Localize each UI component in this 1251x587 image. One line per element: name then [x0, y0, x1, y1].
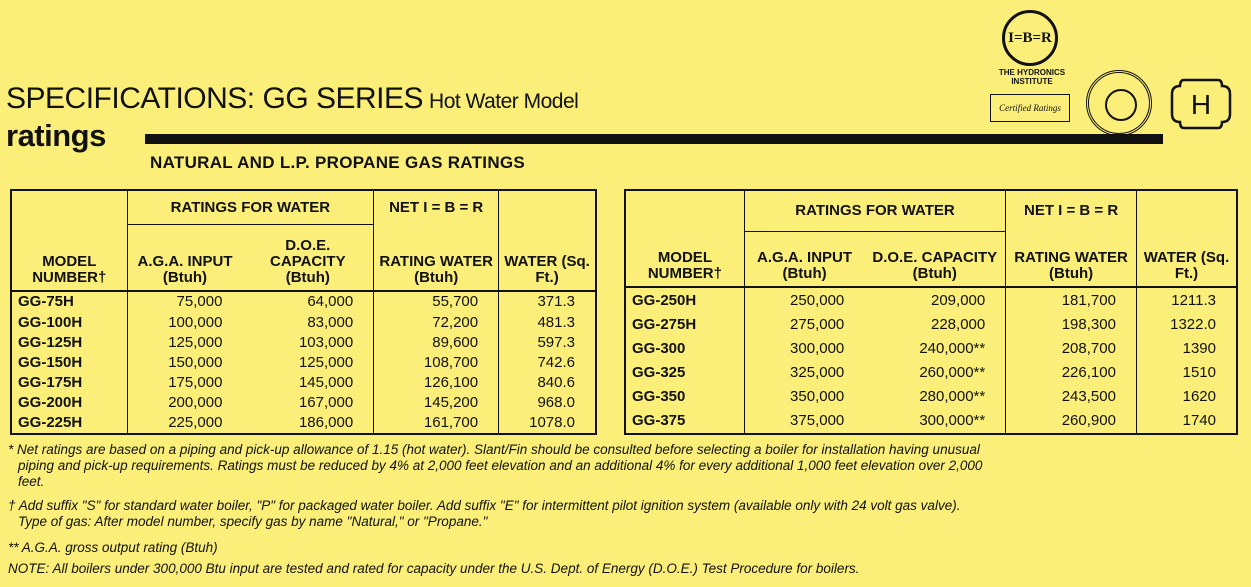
- rating-water-cell: 208,700: [1006, 337, 1137, 361]
- aga-input-cell: 275,000: [744, 313, 864, 337]
- model-cell: GG-275H: [632, 316, 697, 334]
- doe-capacity-cell: 240,000**: [919, 340, 986, 358]
- rating-water-cell: 72,200: [374, 312, 499, 332]
- rating-water-header: RATING WATER (Btuh): [374, 225, 499, 291]
- model-cell: GG-200H: [18, 394, 83, 412]
- model-cell: GG-175H: [18, 373, 83, 391]
- water-sqft-cell: 1620: [1136, 385, 1237, 409]
- note-line: Type of gas: After model number, specify gas by name "Natural," or "Propane.": [18, 514, 488, 529]
- doe-capacity-cell: 209,000: [931, 292, 986, 309]
- note-line: piping and pick-up requirements. Ratings must be reduced by 4% at 2,000 feet elevation and an additional 4% for every additional 1,000 feet elevation over 2,000: [18, 458, 983, 473]
- table-row: [11, 372, 596, 392]
- doe-capacity-cell: 228,000: [931, 316, 986, 334]
- page-title: [6, 82, 578, 116]
- doe-capacity-cell: 103,000: [298, 333, 354, 351]
- h-mark-logo: [1170, 76, 1232, 132]
- title-text: SPECIFICATIONS: GG SERIES: [6, 82, 424, 115]
- doe-capacity-cell: 167,000: [298, 394, 354, 412]
- water-sqft-cell: 1390: [1136, 337, 1237, 361]
- model-cell: GG-325: [632, 364, 686, 382]
- suffix-note: [8, 498, 960, 530]
- certified-ratings-badge: Certified Ratings: [990, 94, 1070, 122]
- doe-capacity-cell: 64,000: [307, 293, 354, 311]
- heading-rule: [145, 134, 1163, 144]
- rating-water-cell: 243,500: [1006, 385, 1137, 409]
- doe-capacity-header: D.O.E. CAPACITY (Btuh): [864, 232, 1005, 288]
- model-cell: GG-75H: [18, 293, 74, 311]
- net-ibr-header: NET I = B = R: [374, 190, 499, 225]
- model-cell: GG-375: [632, 412, 686, 430]
- aga-input-cell: 225,000: [127, 413, 242, 434]
- rating-water-header: RATING WATER (Btuh): [1006, 232, 1137, 288]
- table-row: [625, 287, 1237, 312]
- water-sqft-cell: 742.6: [499, 352, 596, 372]
- model-cell: GG-150H: [18, 353, 83, 371]
- ratings-table-left: [10, 189, 597, 435]
- table-row: [625, 385, 1237, 409]
- h-mark-text: H: [1190, 89, 1212, 120]
- aga-note: ** A.G.A. gross output rating (Btuh): [8, 540, 218, 555]
- aga-input-cell: 300,000: [744, 337, 864, 361]
- aga-input-header: A.G.A. INPUT (Btuh): [744, 232, 864, 288]
- rating-water-cell: 108,700: [374, 352, 499, 372]
- note-line: † Add suffix "S" for standard water boiler, "P" for packaged water boiler. Add suffix "E" for intermittent pilot ignition system (available only with 24 volt gas valve).: [8, 498, 961, 513]
- aga-input-cell: 325,000: [744, 361, 864, 385]
- water-sqft-header: WATER (Sq. Ft.): [1136, 232, 1237, 288]
- water-sqft-header: WATER (Sq. Ft.): [499, 225, 596, 291]
- subtitle-text: Hot Water Model: [429, 90, 579, 113]
- hydronics-institute-label: THE HYDRONICS INSTITUTE: [998, 68, 1066, 86]
- aga-input-cell: 200,000: [127, 392, 242, 412]
- table-row: [11, 312, 596, 332]
- water-sqft-cell: 597.3: [499, 332, 596, 352]
- doe-capacity-header: D.O.E. CAPACITY (Btuh): [242, 225, 373, 291]
- doe-capacity-cell: 83,000: [307, 313, 354, 331]
- table-row: [625, 409, 1237, 434]
- note-line: * Net ratings are based on a piping and pick-up allowance of 1.15 (hot water). Slant/Fin should be consulted before selecting a boiler for installation having unusual: [8, 442, 980, 457]
- ratings-for-water-header: RATINGS FOR WATER: [127, 190, 374, 225]
- doe-capacity-cell: 145,000: [298, 373, 354, 391]
- model-number-header: MODEL NUMBER†: [11, 225, 127, 291]
- table-row: [625, 313, 1237, 337]
- model-cell: GG-250H: [632, 292, 697, 309]
- table-row: [11, 413, 596, 434]
- section-heading: ratings: [6, 118, 106, 153]
- model-number-header: MODEL NUMBER†: [625, 232, 744, 288]
- water-sqft-cell: 481.3: [499, 312, 596, 332]
- aga-input-cell: 100,000: [127, 312, 242, 332]
- rating-water-cell: 161,700: [374, 413, 499, 434]
- table-row: [625, 337, 1237, 361]
- aga-input-cell: 250,000: [744, 287, 864, 312]
- doe-capacity-cell: 260,000**: [919, 364, 986, 382]
- aga-input-cell: 375,000: [744, 409, 864, 434]
- rating-water-cell: 198,300: [1006, 313, 1137, 337]
- table-row: [11, 352, 596, 372]
- aga-seal-logo: [1086, 70, 1152, 136]
- doe-note: NOTE: All boilers under 300,000 Btu input are tested and rated for capacity under the U.S. Dept. of Energy (D.O.E.) Test Procedure for boilers.: [8, 561, 860, 576]
- aga-input-cell: 175,000: [127, 372, 242, 392]
- doe-capacity-cell: 300,000**: [919, 412, 986, 430]
- table-row: [11, 291, 596, 312]
- table-row: [625, 361, 1237, 385]
- water-sqft-cell: 840.6: [499, 372, 596, 392]
- aga-input-cell: 125,000: [127, 332, 242, 352]
- rating-water-cell: 126,100: [374, 372, 499, 392]
- model-cell: GG-100H: [18, 313, 83, 331]
- water-sqft-cell: 371.3: [499, 291, 596, 312]
- water-sqft-cell: 1322.0: [1136, 313, 1237, 337]
- rating-water-cell: 89,600: [374, 332, 499, 352]
- aga-input-cell: 350,000: [744, 385, 864, 409]
- water-sqft-cell: 1211.3: [1136, 287, 1237, 312]
- rating-water-cell: 181,700: [1006, 287, 1137, 312]
- water-sqft-cell: 1078.0: [499, 413, 596, 434]
- table-subheading: NATURAL AND L.P. PROPANE GAS RATINGS: [150, 153, 526, 172]
- ibr-logo-text: I=B=R: [1008, 29, 1052, 46]
- net-ibr-header: NET I = B = R: [1006, 190, 1137, 232]
- water-sqft-cell: 1510: [1136, 361, 1237, 385]
- ratings-for-water-header: RATINGS FOR WATER: [744, 190, 1005, 232]
- net-ratings-note: [8, 442, 982, 490]
- water-sqft-cell: 1740: [1136, 409, 1237, 434]
- model-cell: GG-125H: [18, 333, 83, 351]
- rating-water-cell: 145,200: [374, 392, 499, 412]
- rating-water-cell: 55,700: [374, 291, 499, 312]
- model-cell: GG-225H: [18, 414, 83, 432]
- model-cell: GG-350: [632, 388, 686, 406]
- doe-capacity-cell: 186,000: [298, 414, 354, 432]
- ibr-logo: [1002, 10, 1058, 66]
- ratings-table-right: [624, 189, 1238, 435]
- water-sqft-cell: 968.0: [499, 392, 596, 412]
- doe-capacity-cell: 125,000: [298, 353, 354, 371]
- aga-input-cell: 75,000: [127, 291, 242, 312]
- rating-water-cell: 260,900: [1006, 409, 1137, 434]
- table-row: [11, 392, 596, 412]
- aga-input-header: A.G.A. INPUT (Btuh): [127, 225, 242, 291]
- model-cell: GG-300: [632, 340, 686, 358]
- rating-water-cell: 226,100: [1006, 361, 1137, 385]
- note-line: feet.: [18, 474, 45, 489]
- aga-input-cell: 150,000: [127, 352, 242, 372]
- table-row: [11, 332, 596, 352]
- doe-capacity-cell: 280,000**: [919, 388, 986, 406]
